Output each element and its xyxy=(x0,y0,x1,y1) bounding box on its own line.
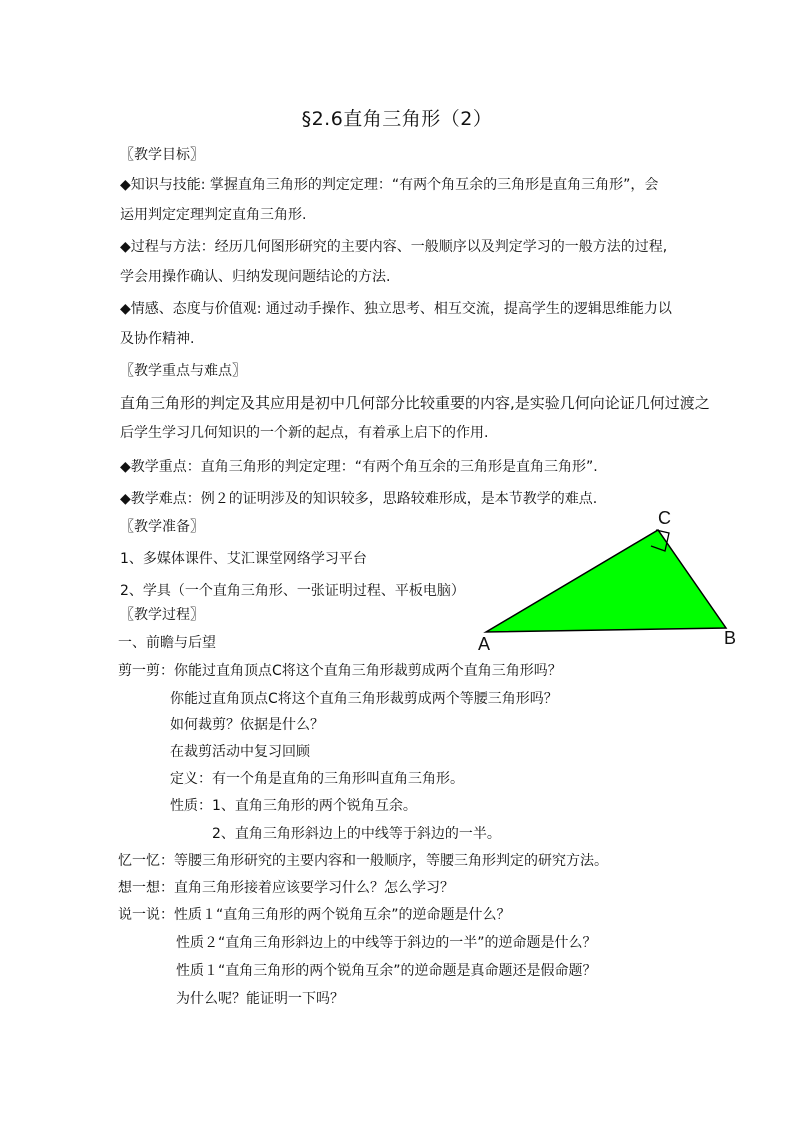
process-recall: 忆一忆：等腰三角形研究的主要内容和一般顺序，等腰三角形判定的研究方法。 xyxy=(118,853,608,869)
process-definition: 定义：有一个角是直角的三角形叫直角三角形。 xyxy=(170,771,464,787)
section-prep: 〖教学准备〗 xyxy=(120,519,204,535)
goal-process-line1: ◆过程与方法：经历几何图形研究的主要内容、一般顺序以及判定学习的一般方法的过程, xyxy=(120,239,668,255)
process-say-line2: 性质２“直角三角形斜边上的中线等于斜边的一半”的逆命题是什么？ xyxy=(176,935,597,951)
goal-process-line2: 学会用操作确认、归纳发现问题结论的方法. xyxy=(120,269,391,285)
process-say-line1: 说一说：性质１“直角三角形的两个锐角互余”的逆命题是什么？ xyxy=(118,907,511,923)
process-cut-line3: 如何裁剪？依据是什么？ xyxy=(170,717,324,733)
vertex-label-a: A xyxy=(478,634,491,654)
process-say-line3: 性质１“直角三角形的两个锐角互余”的逆命题是真命题还是假命题？ xyxy=(176,963,597,979)
goal-emotion-line2: 及协作精神. xyxy=(120,331,195,347)
prep-item-1: 1、多媒体课件、艾汇课堂网络学习平台 xyxy=(120,551,367,567)
process-cut-line4: 在裁剪活动中复习回顾 xyxy=(170,744,310,760)
right-triangle-figure xyxy=(468,500,768,660)
goal-knowledge-line2: 运用判定定理判定直角三角形. xyxy=(120,207,307,223)
process-heading: 一、前瞻与后望 xyxy=(118,635,216,651)
process-property-1: 性质：1、直角三角形的两个锐角互余。 xyxy=(170,798,417,814)
triangle-shape xyxy=(486,530,726,632)
process-cut-line1: 剪一剪：你能过直角顶点C将这个直角三角形裁剪成两个直角三角形吗？ xyxy=(118,663,562,679)
process-say-line4: 为什么呢？能证明一下吗？ xyxy=(176,991,344,1007)
keypoints-intro-line2: 后学生学习几何知识的一个新的起点，有着承上启下的作用. xyxy=(120,425,489,441)
section-keypoints: 〖教学重点与难点〗 xyxy=(120,363,246,379)
section-goals: 〖教学目标〗 xyxy=(120,147,204,163)
section-process: 〖教学过程〗 xyxy=(120,607,204,623)
page-title: §2.6直角三角形（2） xyxy=(301,108,493,130)
process-think: 想一想：直角三角形接着应该要学习什么？怎么学习？ xyxy=(118,880,454,896)
prep-item-2: 2、学具（一个直角三角形、一张证明过程、平板电脑） xyxy=(120,583,465,599)
process-cut-line2: 你能过直角顶点C将这个直角三角形裁剪成两个等腰三角形吗？ xyxy=(170,691,558,707)
vertex-label-c: C xyxy=(658,508,671,528)
goal-knowledge-line1: ◆知识与技能: 掌握直角三角形的判定定理：“有两个角互余的三角形是直角三角形”，会 xyxy=(120,177,659,193)
keypoints-difficulty: ◆教学难点：例２的证明涉及的知识较多，思路较难形成，是本节教学的难点. xyxy=(120,491,598,507)
keypoints-intro-line1: 直角三角形的判定及其应用是初中几何部分比较重要的内容,是实验几何向论证几何过渡之 xyxy=(120,394,710,412)
process-property-2: 2、直角三角形斜边上的中线等于斜边的一半。 xyxy=(212,826,501,842)
goal-emotion-line1: ◆情感、态度与价值观: 通过动手操作、独立思考、相互交流，提高学生的逻辑思维能力以 xyxy=(120,301,672,317)
vertex-label-b: B xyxy=(724,628,737,648)
keypoints-key: ◆教学重点：直角三角形的判定定理：“有两个角互余的三角形是直角三角形”. xyxy=(120,459,598,475)
